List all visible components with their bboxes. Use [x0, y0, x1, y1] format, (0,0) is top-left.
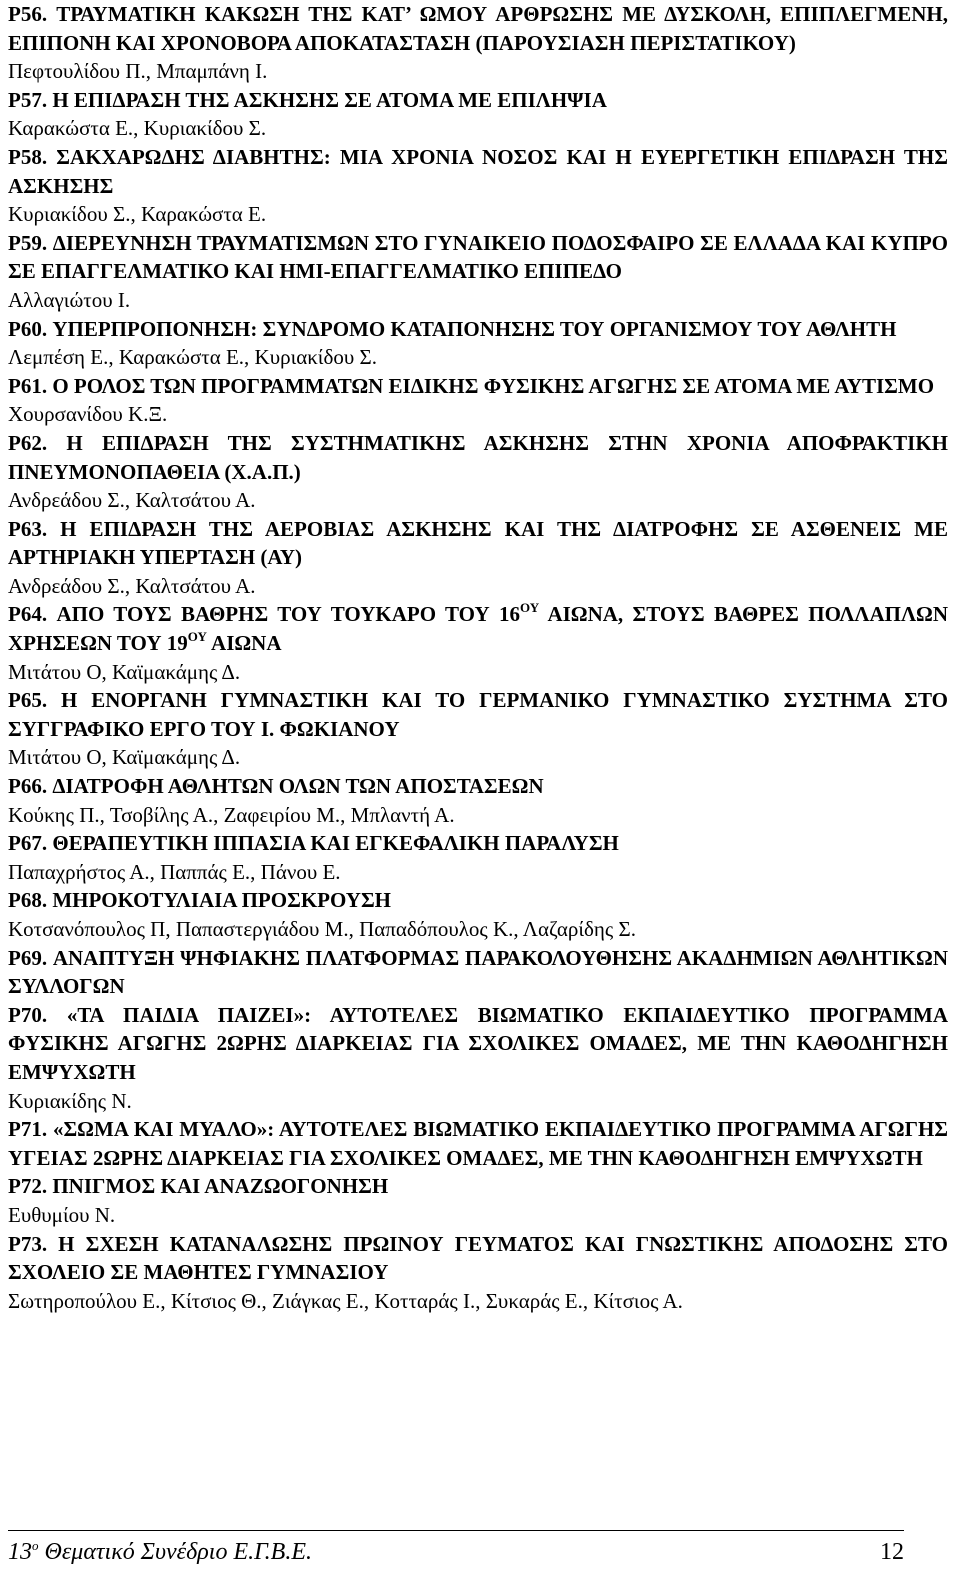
entry-id: P61. — [8, 373, 48, 398]
entry-title: P65. Η ΕΝΟΡΓΑΝΗ ΓΥΜΝΑΣΤΙΚΗ ΚΑΙ ΤΟ ΓΕΡΜΑΝΙΚΟ ΓΥΜΝΑΣΤΙΚΟ ΣΥΣΤΗΜΑ ΣΤΟ ΣΥΓΓΡΑΦΙΚΟ ΕΡΓΟ ΤΟΥ Ι. ΦΩΚΙΑΝΟΥ — [8, 688, 948, 741]
entry-title: P64. ΑΠΟ ΤΟΥΣ ΒΑΘΡΗΣ ΤΟΥ ΤΟΥΚΑΡΟ ΤΟΥ $16^{O\Upsilon}$ ΑΙΩΝΑ, ΣΤΟΥΣ ΒΑΘΡΕΣ ΠΟΛΛΑΠΛΩΝ ΧΡΗΣΕΩΝ ΤΟΥ $19^{O\Upsilon}$ ΑΙΩΝΑ — [8, 600, 949, 656]
entry-id: P72. — [8, 1174, 48, 1199]
entry-authors: Σωτηροπούλου Ε., Κίτσιος Θ., Ζιάγκας Ε., Κοτταράς Ι., Συκαράς Ε., Κίτσιος Α. — [8, 1288, 683, 1313]
entry-id: P58. — [8, 144, 48, 169]
entry-p59 — [8, 229, 948, 315]
entry-p71 — [8, 1115, 948, 1172]
entry-title: P73. Η ΣΧΕΣΗ ΚΑΤΑΝΑΛΩΣΗΣ ΠΡΩΙΝΟΥ ΓΕΥΜΑΤΟΣ ΚΑΙ ΓΝΩΣΤΙΚΗΣ ΑΠΟΔΟΣΗΣ ΣΤΟ ΣΧΟΛΕΙΟ ΣΕ ΜΑΘΗΤΕΣ ΓΥΜΝΑΣΙΟΥ — [8, 1231, 948, 1285]
entry-authors: Ανδρεάδου Σ., Καλτσάτου Α. — [8, 573, 256, 598]
entry-authors: Κοτσανόπουλος Π, Παπαστεργιάδου Μ., Παπαδόπουλος Κ., Λαζαρίδης Σ. — [8, 917, 636, 941]
entry-authors: Κούκης Π., Τσοβίλης Α., Ζαφειρίου Μ., Μπλαντή Α. — [8, 802, 455, 827]
entry-id: P65. — [8, 688, 48, 713]
entry-title: P67. ΘΕΡΑΠΕΥΤΙΚΗ ΙΠΠΑΣΙΑ ΚΑΙ ΕΓΚΕΦΑΛΙΚΗ ΠΑΡΑΛΥΣΗ — [8, 831, 619, 856]
entry-id: P70. — [8, 1002, 48, 1027]
entry-title: P71. «ΣΩΜΑ ΚΑΙ ΜΥΑΛΟ»: ΑΥΤΟΤΕΛΕΣ ΒΙΩΜΑΤΙΚΟ ΕΚΠΑΙΔΕΥΤΙΚΟ ΠΡΟΓΡΑΜΜΑ ΑΓΩΓΗΣ ΥΓΕΙΑΣ 2ΩΡΗΣ ΔΙΑΡΚΕΙΑΣ ΓΙΑ ΣΧΟΛΙΚΕΣ ΟΜΑΔΕΣ, ΜΕ ΤΗΝ ΚΑΘΟΔΗΓΗΣΗ ΕΜΨΥΧΩΤΗ — [8, 1117, 949, 1170]
entry-title: P62. Η ΕΠΙΔΡΑΣΗ ΤΗΣ ΣΥΣΤΗΜΑΤΙΚΗΣ ΑΣΚΗΣΗΣ ΣΤΗΝ ΧΡΟΝΙΑ ΑΠΟΦΡΑΚΤΙΚΗ ΠΝΕΥΜΟΝΟΠΑΘΕΙΑ (Χ.Α.Π.) — [8, 430, 948, 484]
entry-title: P57. Η ΕΠΙΔΡΑΣΗ ΤΗΣ ΑΣΚΗΣΗΣ ΣΕ ΑΤΟΜΑ ΜΕ ΕΠΙΛΗΨΙΑ — [8, 87, 607, 112]
entry-id: P62. — [8, 430, 48, 455]
entry-authors: Πεφτουλίδου Π., Μπαμπάνη Ι. — [8, 59, 268, 84]
entry-p57 — [8, 86, 948, 143]
ordinal-superscript: ο — [32, 1538, 39, 1553]
entry-p60 — [8, 315, 948, 372]
program-page — [8, 0, 948, 1315]
entry-authors: Ευθυμίου Ν. — [8, 1202, 116, 1227]
entry-authors: Παπαχρήστος Α., Παππάς Ε., Πάνου Ε. — [8, 859, 341, 884]
entry-p72 — [8, 1172, 948, 1229]
entry-p64 — [8, 600, 948, 686]
entry-authors: Κυριακίδης Ν. — [8, 1088, 132, 1113]
entry-authors: Μιτάτου Ο, Καϊμακάμης Δ. — [8, 745, 241, 770]
entry-title: P69. ΑΝΑΠΤΥΞΗ ΨΗΦΙΑΚΗΣ ΠΛΑΤΦΟΡΜΑΣ ΠΑΡΑΚΟΛΟΥΘΗΣΗΣ ΑΚΑΔΗΜΙΩΝ ΑΘΛΗΤΙΚΩΝ ΣΥΛΛΟΓΩΝ — [8, 945, 948, 999]
entry-title: P59. ΔΙΕΡΕΥΝΗΣΗ ΤΡΑΥΜΑΤΙΣΜΩΝ ΣΤΟ ΓΥΝΑΙΚΕΙΟ ΠΟΔΟΣΦΑΙΡΟ ΣΕ ΕΛΛΑΔΑ ΚΑΙ ΚΥΠΡΟ ΣΕ ΕΠΑΓΓΕΛΜΑΤΙΚΟ ΚΑΙ ΗΜΙ-ΕΠΑΓΓΕΛΜΑΤΙΚΟ ΕΠΙΠΕΔΟ — [8, 230, 948, 284]
entry-p62 — [8, 429, 948, 515]
entry-id: P71. — [8, 1117, 48, 1142]
entry-p58 — [8, 143, 948, 229]
entry-id: P66. — [8, 774, 48, 799]
entry-p66 — [8, 772, 948, 829]
entry-id: P73. — [8, 1231, 48, 1256]
entry-title: P61. Ο ΡΟΛΟΣ ΤΩΝ ΠΡΟΓΡΑΜΜΑΤΩΝ ΕΙΔΙΚΗΣ ΦΥΣΙΚΗΣ ΑΓΩΓΗΣ ΣΕ ΑΤΟΜΑ ΜΕ ΑΥΤΙΣΜΟ — [8, 373, 935, 398]
entry-id: P56. — [8, 2, 48, 26]
entry-authors: Μιτάτου Ο, Καϊμακάμης Δ. — [8, 659, 241, 684]
entry-authors: Κυριακίδου Σ., Καρακώστα Ε. — [8, 202, 267, 227]
footer-divider — [8, 1530, 904, 1531]
entry-authors: Αλλαγιώτου Ι. — [8, 287, 131, 312]
entry-p73 — [8, 1230, 948, 1316]
entry-title: P63. Η ΕΠΙΔΡΑΣΗ ΤΗΣ ΑΕΡΟΒΙΑΣ ΑΣΚΗΣΗΣ ΚΑΙ ΤΗΣ ΔΙΑΤΡΟΦΗΣ ΣΕ ΑΣΘΕΝΕΙΣ ΜΕ ΑΡΤΗΡΙΑΚΗ ΥΠΕΡΤΑΣΗ (ΑΥ) — [8, 516, 948, 570]
entry-p70 — [8, 1001, 948, 1115]
ordinal-superscript: ΟΥ — [520, 600, 540, 616]
entry-p65 — [8, 686, 948, 772]
entry-id: P57. — [8, 87, 48, 112]
footer-conference: $13^o$ Θεματικό Συνέδριο Ε.Γ.Β.Ε. — [8, 1538, 313, 1565]
entry-authors: Χουρσανίδου Κ.Ξ. — [8, 402, 168, 427]
entry-title: P58. ΣΑΚΧΑΡΩΔΗΣ ΔΙΑΒΗΤΗΣ: ΜΙΑ ΧΡΟΝΙΑ ΝΟΣΟΣ ΚΑΙ Η ΕΥΕΡΓΕΤΙΚΗ ΕΠΙΔΡΑΣΗ ΤΗΣ ΑΣΚΗΣΗΣ — [8, 144, 948, 198]
page-footer — [8, 1536, 904, 1568]
entry-id: P60. — [8, 316, 48, 341]
entry-id: P69. — [8, 945, 48, 970]
entry-id: P68. — [8, 888, 48, 913]
entry-authors: Καρακώστα Ε., Κυριακίδου Σ. — [8, 116, 267, 141]
entry-id: P63. — [8, 516, 48, 541]
entry-authors: Λεμπέση Ε., Καρακώστα Ε., Κυριακίδου Σ. — [8, 345, 377, 370]
entry-title: P72. ΠΝΙΓΜΟΣ ΚΑΙ ΑΝΑΖΩΟΓΟΝΗΣΗ — [8, 1174, 389, 1199]
entry-id: P67. — [8, 831, 48, 856]
entry-title: P68. ΜΗΡΟΚΟΤΥΛΙΑΙΑ ΠΡΟΣΚΡΟΥΣΗ — [8, 888, 392, 913]
entry-p68 — [8, 886, 948, 943]
entry-p67 — [8, 829, 948, 886]
entry-title: P66. ΔΙΑΤΡΟΦΗ ΑΘΛΗΤΩΝ ΟΛΩΝ ΤΩΝ ΑΠΟΣΤΑΣΕΩΝ — [8, 774, 544, 799]
entry-id: P64. — [8, 602, 48, 627]
entry-p69 — [8, 944, 948, 1001]
ordinal-superscript: ΟΥ — [187, 629, 207, 645]
entry-id: P59. — [8, 230, 48, 255]
entry-title: P60. ΥΠΕΡΠΡΟΠΟΝΗΣΗ: ΣΥΝΔΡΟΜΟ ΚΑΤΑΠΟΝΗΣΗΣ ΤΟΥ ΟΡΓΑΝΙΣΜΟΥ ΤΟΥ ΑΘΛΗΤΗ — [8, 316, 897, 341]
entry-p61 — [8, 372, 948, 429]
entry-title: P70. «ΤΑ ΠΑΙΔΙΑ ΠΑΙΖΕΙ»: ΑΥΤΟΤΕΛΕΣ ΒΙΩΜΑΤΙΚΟ ΕΚΠΑΙΔΕΥΤΙΚΟ ΠΡΟΓΡΑΜΜΑ ΦΥΣΙΚΗΣ ΑΓΩΓΗΣ 2ΩΡΗΣ ΔΙΑΡΚΕΙΑΣ ΓΙΑ ΣΧΟΛΙΚΕΣ ΟΜΑΔΕΣ, ΜΕ ΤΗΝ ΚΑΘΟΔΗΓΗΣΗ ΕΜΨΥΧΩΤΗ — [8, 1002, 949, 1084]
entry-title: P56. ΤΡΑΥΜΑΤΙΚΗ ΚΑΚΩΣΗ ΤΗΣ ΚΑΤ’ ΩΜΟΥ ΑΡΘΡΩΣΗΣ ΜΕ ΔΥΣΚΟΛΗ, ΕΠΙΠΛΕΓΜΕΝΗ, ΕΠΙΠΟΝΗ ΚΑΙ ΧΡΟΝΟΒΟΡΑ ΑΠΟΚΑΤΑΣΤΑΣΗ (ΠΑΡΟΥΣΙΑΣΗ ΠΕΡΙΣΤΑΤΙΚΟΥ) — [8, 2, 949, 55]
entry-authors: Ανδρεάδου Σ., Καλτσάτου Α. — [8, 488, 256, 513]
entry-p56 — [8, 0, 948, 86]
entry-p63 — [8, 515, 948, 601]
page-number: 12 — [880, 1539, 904, 1565]
